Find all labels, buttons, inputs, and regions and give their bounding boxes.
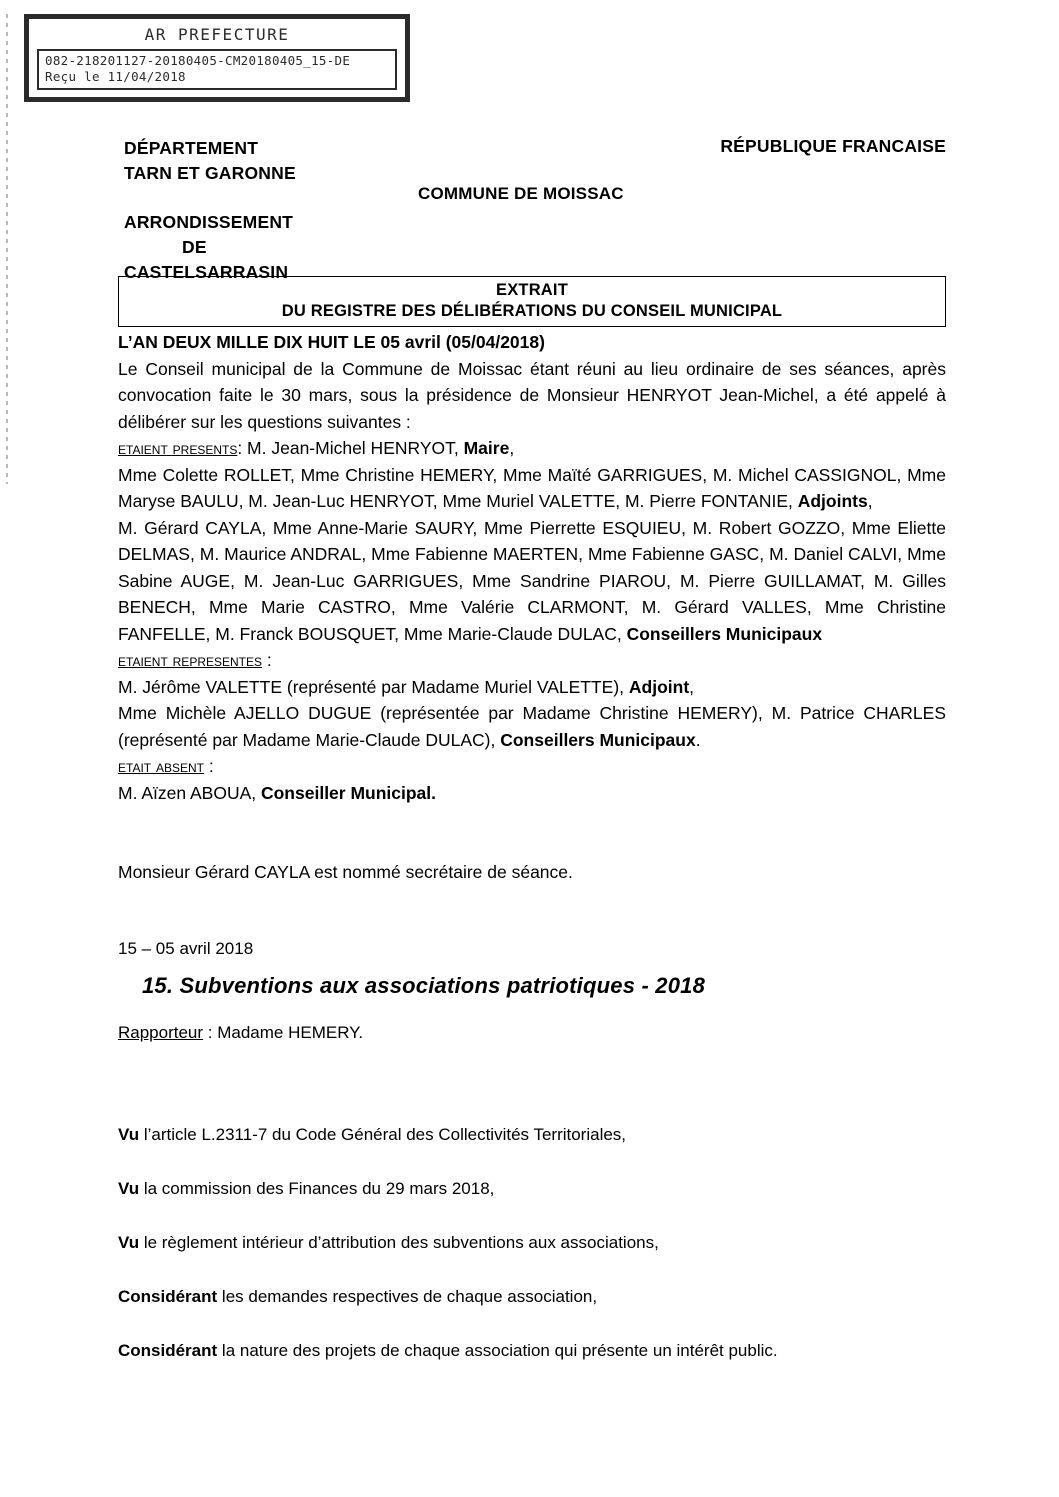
clause-text: la commission des Finances du 29 mars 2018,	[139, 1179, 495, 1198]
clause-item	[118, 1233, 946, 1253]
document-header	[118, 136, 946, 282]
rapporteur-label: Rapporteur	[118, 1023, 204, 1042]
document-body	[118, 136, 946, 1395]
rapporteur-line	[118, 1023, 946, 1043]
presents-maire-tail: ,	[509, 438, 515, 458]
ar-stamp-reference: 082-218201127-20180405-CM20180405_15-DE	[45, 53, 351, 68]
commune-name: COMMUNE DE MOISSAC	[418, 184, 624, 203]
scan-edge-artifact	[6, 14, 8, 484]
seance-body	[118, 329, 946, 806]
clause-text: le règlement intérieur d’attribution des subventions aux associations,	[139, 1233, 659, 1252]
clause-text: la nature des projets de chaque association qui présente un intérêt public.	[217, 1341, 778, 1360]
presents-heading-line	[118, 435, 946, 462]
departement-label: DÉPARTEMENT	[124, 138, 259, 158]
clause-lead: Vu	[118, 1125, 140, 1144]
clause-text: les demandes respectives de chaque association,	[217, 1287, 598, 1306]
clause-lead: Vu	[118, 1233, 140, 1252]
absent-heading-tail: :	[204, 756, 214, 776]
absent-heading-line	[118, 753, 946, 780]
seance-opening-date: LE 05 avril (05/04/2018)	[353, 332, 545, 352]
clause-item	[118, 1125, 946, 1145]
representes-line-2	[118, 700, 946, 753]
republique-francaise: RÉPUBLIQUE FRANCAISE	[720, 136, 946, 156]
presents-conseillers	[118, 515, 946, 648]
absent-role: Conseiller Municipal.	[260, 782, 437, 803]
representes-line-1-text: M. Jérôme VALETTE (représenté par Madame Muriel VALETTE),	[118, 676, 629, 697]
clause-item	[118, 1287, 946, 1307]
presents-adjoints-tail: ,	[867, 491, 873, 511]
ar-prefecture-stamp	[24, 14, 410, 102]
presents-adjoints	[118, 462, 946, 515]
presents-adjoints-role: Adjoints	[797, 491, 868, 511]
representes-heading-line	[118, 647, 946, 674]
clause-lead: Considérant	[118, 1287, 218, 1306]
clauses-list	[118, 1125, 946, 1361]
clause-lead: Vu	[118, 1179, 140, 1198]
ar-stamp-title: AR PREFECTURE	[144, 25, 290, 44]
departement-block	[124, 136, 296, 186]
absent-name: M. Aïzen ABOUA,	[118, 782, 261, 803]
arrondissement-label: ARRONDISSEMENT	[124, 212, 294, 232]
seance-opening-line	[118, 329, 946, 356]
clause-lead: Considérant	[118, 1341, 218, 1360]
presents-conseillers-list: M. Gérard CAYLA, Mme Anne-Marie SAURY, Mme Pierrette ESQUIEU, M. Robert GOZZO, Mme Eliette DELMAS, M. Maurice ANDRAL, Mme Fabienne MAERTEN, Mme Fabienne GASC, M. Daniel CALVI, Mme Sabine AUGE, M. Jean-Luc GARRIGUES, Mme Sandrine PIAROU, M. Pierre GUILLAMAT, M. Gilles BENECH, Mme Marie CASTRO, Mme Valérie CLARMONT, M. Gérard VALLES, Mme Christine FANFELLE, M. Franck BOUSQUET, Mme Marie-Claude DULAC,	[118, 517, 946, 644]
clause-item	[118, 1341, 946, 1361]
extrait-line-1: EXTRAIT	[496, 281, 568, 299]
ar-stamp-reference-box	[37, 49, 397, 90]
seance-opening-prefix: L’AN DEUX MILLE DIX HUIT	[118, 332, 354, 352]
seance-convocation: Le Conseil municipal de la Commune de Moissac étant réuni au lieu ordinaire de ses séances, après convocation faite le 30 mars, sous la présidence de Monsieur HENRYOT Jean-Michel, a été appelé à délibérer sur les questions suivantes :	[118, 358, 946, 432]
presents-adjoints-list: Mme Colette ROLLET, Mme Christine HEMERY, Mme Maïté GARRIGUES, M. Michel CASSIGNOL, Mme Maryse BAULU, M. Jean-Luc HENRYOT, Mme Muriel VALETTE, M. Pierre FONTANIE,	[118, 464, 946, 511]
representes-heading: etaient representes	[118, 650, 262, 670]
clause-text: l’article L.2311-7 du Code Général des Collectivités Territoriales,	[139, 1125, 627, 1144]
secretaire-de-seance: Monsieur Gérard CAYLA est nommé secrétaire de séance.	[118, 862, 573, 882]
presents-maire: : M. Jean-Michel HENRYOT,	[237, 438, 464, 458]
representes-line-1-role: Adjoint	[628, 676, 690, 697]
presents-conseillers-role: Conseillers Municipaux	[626, 623, 823, 644]
arrondissement-block	[124, 210, 293, 285]
ar-stamp-received-date: Reçu le 11/04/2018	[45, 69, 186, 84]
deliberation-title: 15. Subventions aux associations patriotiques - 2018	[142, 973, 706, 998]
representes-line-2-role: Conseillers Municipaux	[500, 729, 696, 750]
representes-line-2-text: Mme Michèle AJELLO DUGUE (représentée par Madame Christine HEMERY), M. Patrice CHARLES (représenté par Madame Marie-Claude DULAC),	[118, 703, 946, 750]
deliberation-number-date: 15 – 05 avril 2018	[118, 939, 254, 958]
arrondissement-name: CASTELSARRASIN	[124, 262, 289, 282]
extrait-line-2: DU REGISTRE DES DÉLIBÉRATIONS DU CONSEIL MUNICIPAL	[281, 302, 783, 320]
departement-name: TARN ET GARONNE	[124, 163, 296, 183]
representes-line-1	[118, 674, 946, 701]
representes-line-1-tail: ,	[689, 676, 695, 697]
representes-heading-tail: :	[262, 650, 272, 670]
arrondissement-de: DE	[182, 237, 207, 257]
presents-maire-role: Maire	[463, 438, 510, 458]
absent-heading: etait absent	[118, 756, 204, 776]
absent-line	[118, 780, 946, 807]
rapporteur-value: : Madame HEMERY.	[203, 1023, 364, 1042]
presents-heading: etaient presents	[118, 438, 238, 458]
clause-item	[118, 1179, 946, 1199]
representes-line-2-tail: .	[695, 729, 701, 750]
